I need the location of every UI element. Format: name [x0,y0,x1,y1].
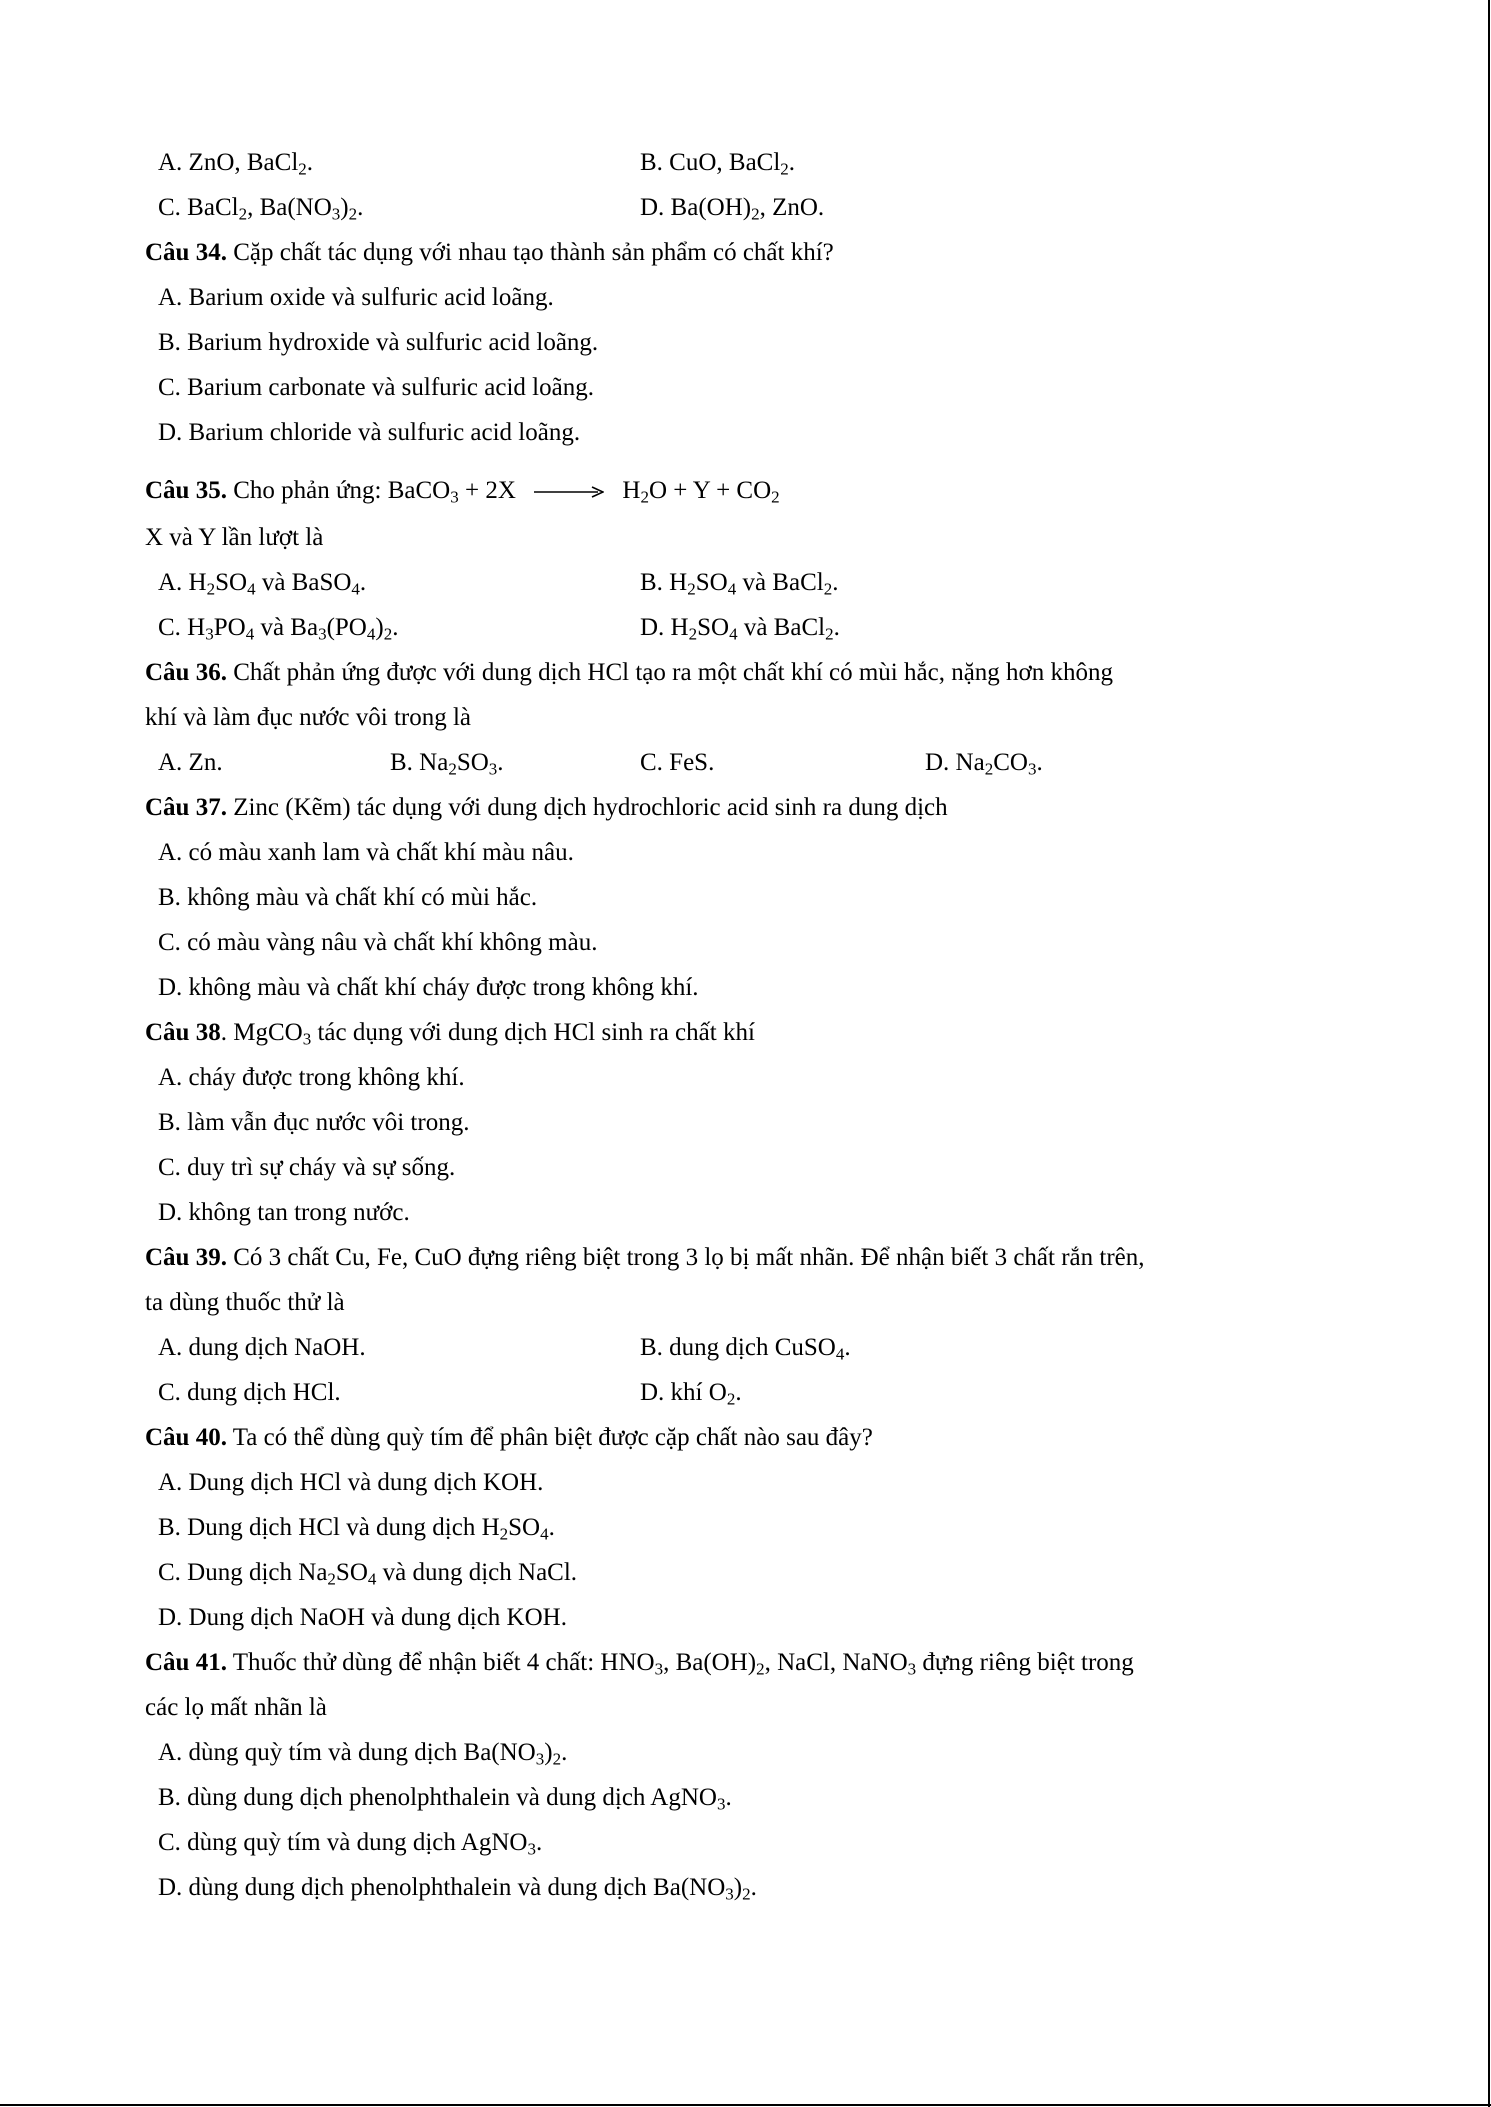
q36-question: Câu 36. Chất phản ứng được với dung dịch HCl tạo ra một chất khí có mùi hắc, nặng hơn không [145,659,1114,686]
document-body [145,140,1355,1910]
q34-option-b: B. Barium hydroxide và sulfuric acid loãng. [158,329,599,356]
q40-option-a: A. Dung dịch HCl và dung dịch KOH. [158,1469,544,1496]
q34-option-c: C. Barium carbonate và sulfuric acid loãng. [158,374,594,401]
q41-question: Câu 41. Thuốc thử dùng để nhận biết 4 chất: $HNO_3$, $Ba(OH)_2$, NaCl, NaNO$_3$ đựng riêng biệt trong [145,1649,1134,1679]
q33-option-d: D. $Ba(OH)_2$, ZnO. [640,194,825,224]
q40-option-b: B. Dung dịch HCl và dung dịch $H_2SO_4$. [158,1514,555,1544]
q41-question-line-2: các lọ mất nhãn là [145,1694,327,1721]
q36-option-a: A. Zn. [158,749,223,776]
q40-question: Câu 40. Ta có thể dùng quỳ tím để phân biệt được cặp chất nào sau đây? [145,1424,873,1451]
q41-option-d: D. dùng dung dịch phenolphthalein và dung dịch $Ba(NO_3)_2$. [158,1874,757,1904]
q39-option-c: C. dung dịch HCl. [158,1379,341,1406]
q41-option-c: C. dùng quỳ tím và dung dịch AgNO$_3$. [158,1829,543,1859]
q35-option-d: D. $H_2SO_4$ và BaCl$_2$. [640,614,840,644]
q36-options-row [145,740,1355,785]
page-border-right [1488,0,1490,2107]
q41-option-a: A. dùng quỳ tím và dung dịch $Ba(NO_3)_2$. [158,1739,568,1769]
q33-option-c: C. BaCl$_2$, $Ba(NO_3)_2$. [158,194,364,224]
page-border-bottom [0,2104,1491,2106]
q39-question: Câu 39. Có 3 chất Cu, Fe, CuO đựng riêng biệt trong 3 lọ bị mất nhãn. Để nhận biết 3 chất rắn trên, [145,1244,1145,1271]
q36-option-c: C. FeS. [640,749,715,776]
q35-option-b: B. $H_2SO_4$ và BaCl$_2$. [640,569,839,599]
q39-option-a: A. dung dịch NaOH. [158,1334,366,1361]
q35-option-c: C. $H_3PO_4$ và $Ba_3(PO_4)_2$. [158,614,399,644]
q36-question-line-2: khí và làm đục nước vôi trong là [145,704,472,731]
q33-option-b: B. CuO, BaCl$_2$. [640,149,796,179]
q39-question-line-2: ta dùng thuốc thử là [145,1289,345,1316]
q34-question: Câu 34. Cặp chất tác dụng với nhau tạo thành sản phẩm có chất khí? [145,239,834,266]
q37-option-d: D. không màu và chất khí cháy được trong không khí. [158,974,699,1001]
q39-options-row-2 [145,1370,1355,1415]
q37-question: Câu 37. Zinc (Kẽm) tác dụng với dung dịch hydrochloric acid sinh ra dung dịch [145,794,948,821]
q37-option-c: C. có màu vàng nâu và chất khí không màu. [158,929,598,956]
q36-option-b: B. $Na_2SO_3$. [390,749,504,779]
q38-option-d: D. không tan trong nước. [158,1199,410,1226]
q33-options-row-2 [145,185,1355,230]
q39-options-row-1 [145,1325,1355,1370]
q35-question: Câu 35. Cho phản ứng: BaCO$_3$ + 2X $H_2O + Y + CO_2$ [145,477,780,507]
q34-option-d: D. Barium chloride và sulfuric acid loãng. [158,419,581,446]
q40-option-d: D. Dung dịch NaOH và dung dịch KOH. [158,1604,567,1631]
q38-option-b: B. làm vẫn đục nước vôi trong. [158,1109,470,1136]
q37-option-b: B. không màu và chất khí có mùi hắc. [158,884,538,911]
q39-option-b: B. dung dịch CuSO$_4$. [640,1334,851,1364]
q38-option-c: C. duy trì sự cháy và sự sống. [158,1154,456,1181]
q35-options-row-1 [145,560,1355,605]
q33-options-row-1 [145,140,1355,185]
q35-options-row-2 [145,605,1355,650]
q35-question-line-2: X và Y lần lượt là [145,524,324,551]
q41-option-b: B. dùng dung dịch phenolphthalein và dung dịch AgNO$_3$. [158,1784,732,1814]
q35-option-a: A. $H_2SO_4$ và BaSO$_4$. [158,569,367,599]
q39-option-d: D. khí $O_2$. [640,1379,742,1409]
q38-question: Câu 38. MgCO$_3$ tác dụng với dung dịch HCl sinh ra chất khí [145,1019,755,1049]
q37-option-a: A. có màu xanh lam và chất khí màu nâu. [158,839,574,866]
q38-option-a: A. cháy được trong không khí. [158,1064,465,1091]
q36-option-d: D. $Na_2CO_3$. [925,749,1043,779]
q40-option-c: C. Dung dịch $Na_2SO_4$ và dung dịch NaCl. [158,1559,578,1589]
q34-option-a: A. Barium oxide và sulfuric acid loãng. [158,284,554,311]
q33-option-a: A. ZnO, BaCl$_2$. [158,149,314,179]
reaction-arrow-icon [534,485,604,499]
